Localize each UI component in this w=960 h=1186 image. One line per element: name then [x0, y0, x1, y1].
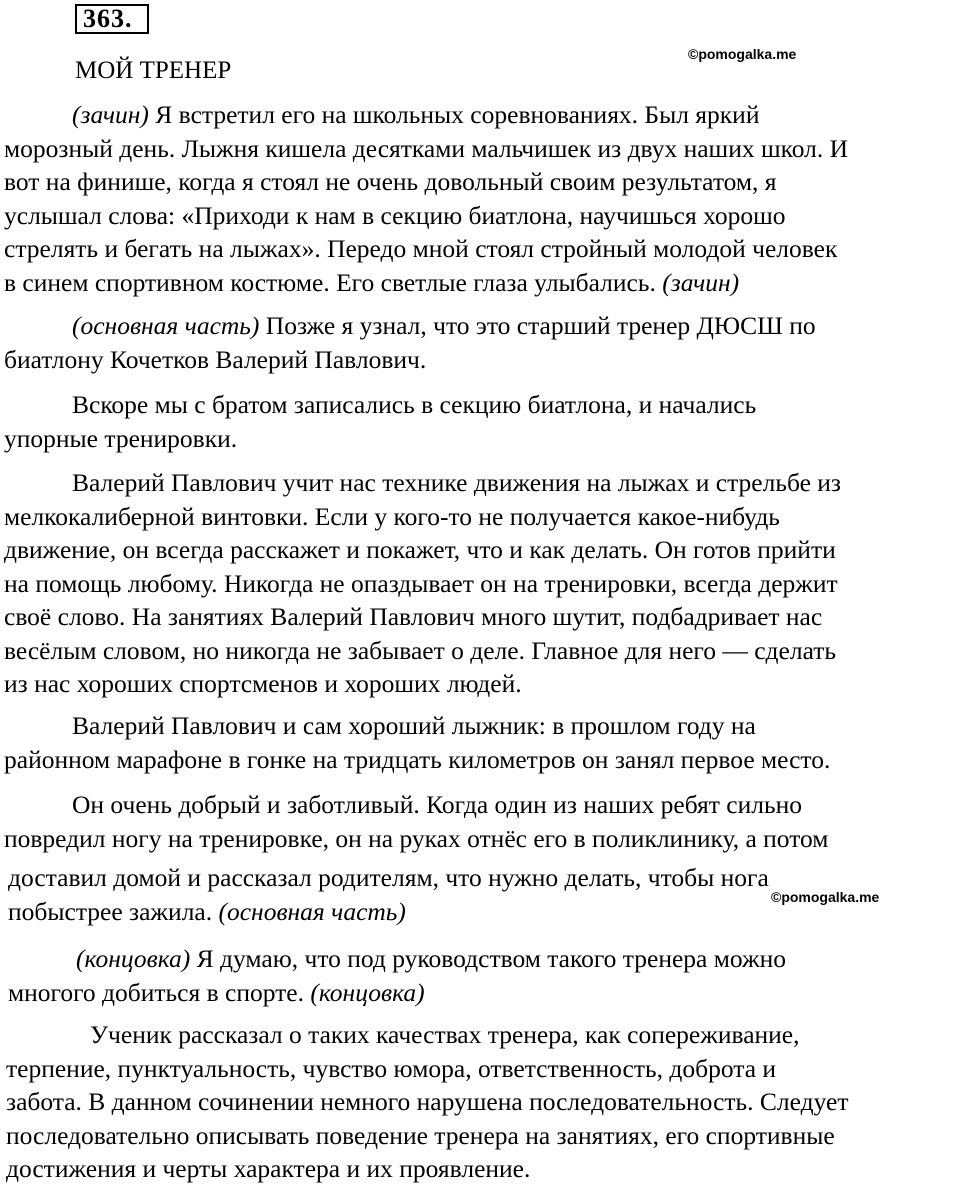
- paragraph-ending: [4, 942, 954, 1009]
- text-line: Вскоре мы с братом записались в секцию биатлона, и начались: [72, 390, 757, 419]
- paragraph-skier: [4, 709, 954, 776]
- text-line: услышал слова: «Приходи к нам в секцию биатлона, научишься хорошо: [4, 200, 786, 230]
- text-line: морозный день. Лыжня кишела десятками мальчишек из двух наших школ. И: [4, 133, 849, 163]
- text-run: Позже я узнал, что это старший тренер ДЮСШ по: [265, 311, 816, 340]
- text-line: [4, 266, 954, 300]
- text-line: биатлону Кочетков Валерий Павлович.: [4, 344, 427, 374]
- text-line: Валерий Павлович учит нас технике движения на лыжах и стрельбе из: [72, 468, 842, 497]
- text-line: движение, он всегда расскажет и покажет, что и как делать. Он готов прийти: [4, 535, 836, 564]
- text-line: Валерий Павлович и сам хороший лыжник: в прошлом году на: [72, 711, 756, 740]
- text-line: из нас хороших спортсменов и хороших людей.: [4, 669, 522, 698]
- text-line: последовательно описывать поведение тренера на занятиях, его спортивные: [6, 1120, 835, 1150]
- text-run: Я думаю, что под руководством такого тренера можно: [196, 944, 786, 973]
- text-line: забота. В данном сочинении немного нарушена последовательность. Следует: [6, 1087, 849, 1116]
- text-line: стрелять и бегать на лыжах». Передо мной стоял стройный молодой человек: [4, 234, 838, 263]
- text-line: мелкокалиберной винтовки. Если у кого-то не получается какое-нибудь: [4, 501, 780, 531]
- paragraph-review: [4, 1018, 954, 1186]
- text-line: [4, 98, 954, 132]
- text-line: своё слово. На занятиях Валерий Павлович много шутит, подбадривает нас: [4, 602, 823, 631]
- text-line: вот на финише, когда я стоял не очень довольный своим результатом, я: [4, 167, 777, 196]
- tag-intro-open: (зачин): [72, 100, 149, 129]
- tag-ending-open: (концовка): [76, 944, 191, 973]
- text-run: многого добиться в спорте.: [8, 977, 304, 1007]
- text-line: [4, 942, 954, 976]
- text-line: повредил ногу на тренировке, он на руках отнёс его в поликлинику, а потом: [4, 823, 829, 853]
- tag-main-close: (основная часть): [218, 896, 406, 926]
- text-line: Ученик рассказал о таких качествах тренера, как сопереживание,: [90, 1020, 800, 1049]
- paragraph-training: [4, 388, 954, 455]
- paragraph-caring: [4, 788, 954, 928]
- essay-title: МОЙ ТРЕНЕР: [75, 57, 232, 84]
- tag-ending-close: (концовка): [310, 977, 425, 1007]
- text-line: [4, 309, 954, 343]
- text-line: упорные тренировки.: [4, 423, 238, 453]
- text-line: доставил домой и рассказал родителям, что нужно делать, чтобы нога: [8, 863, 769, 892]
- text-run: в синем спортивном костюме. Его светлые глаза улыбались.: [4, 267, 656, 297]
- paragraph-intro: [4, 98, 954, 299]
- text-run: Я встретил его на школьных соревнованиях. Был яркий: [155, 100, 760, 129]
- text-line: достижения и черты характера и их проявление.: [6, 1154, 531, 1183]
- tag-main-open: (основная часть): [72, 311, 260, 340]
- tag-intro-close: (зачин): [662, 267, 740, 297]
- exercise-number-box: 363.: [75, 4, 149, 34]
- text-line: на помощь любому. Никогда не опаздывает он на тренировки, всегда держит: [4, 568, 838, 598]
- watermark-top: ©pomogalka.me: [688, 46, 797, 62]
- paragraph-coach-teaching: [4, 466, 954, 701]
- paragraph-main-start: [4, 309, 954, 376]
- watermark-mid: ©pomogalka.me: [771, 889, 880, 905]
- text-run: побыстрее зажила.: [8, 896, 213, 926]
- text-line: терпение, пунктуальность, чувство юмора, ответственность, доброта и: [6, 1053, 777, 1083]
- text-line: Он очень добрый и заботливый. Когда один из наших ребят сильно: [72, 790, 803, 819]
- text-line: [4, 976, 954, 1010]
- text-line: весёлым словом, но никогда не забывает о деле. Главное для него — сделать: [4, 635, 836, 665]
- text-line: районном марафоне в гонке на тридцать километров он занял первое место.: [4, 744, 831, 774]
